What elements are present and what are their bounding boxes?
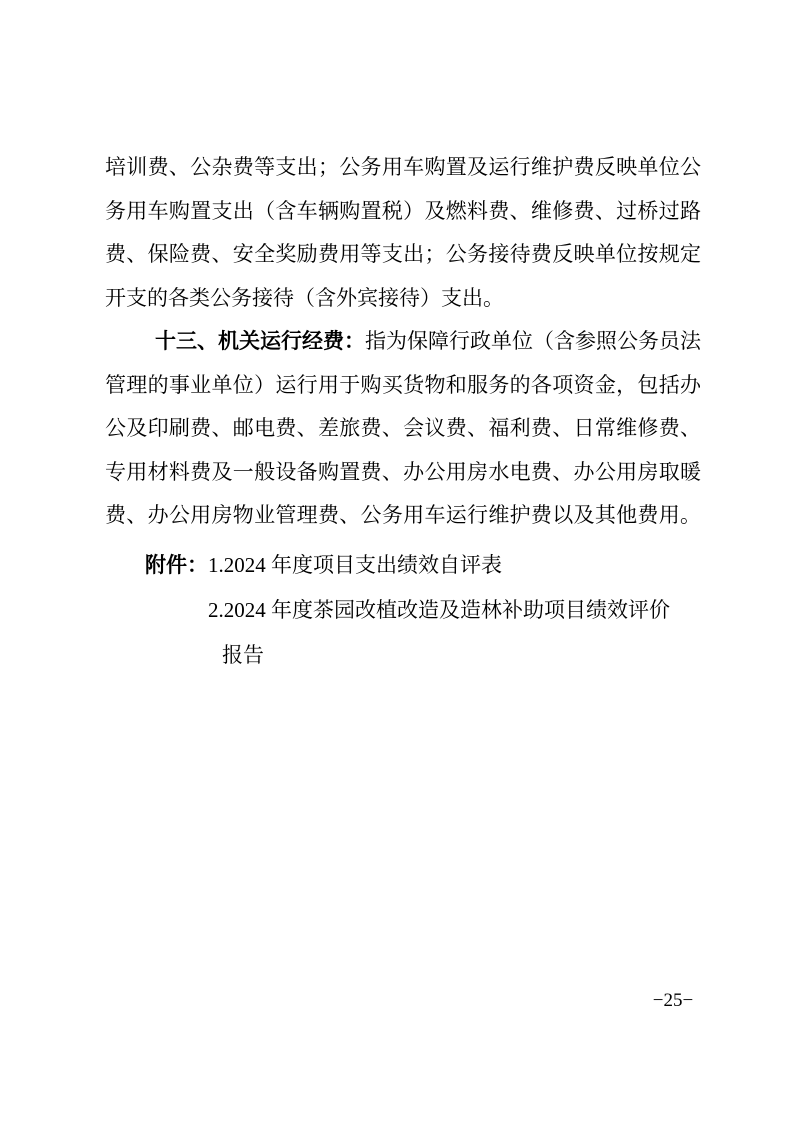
paragraph-lead-rest: 指为保障行政单位（含参照公务员法 [365,329,701,353]
text-line: 开支的各类公务接待（含外宾接待）支出。 [105,285,504,310]
page-number: −25− [652,990,694,1011]
text-line: 管理的事业单位）运行用于购买货物和服务的各项资金，包括办 [105,372,701,397]
text-line: 专用材料费及一般设备购置费、办公用房水电费、办公用房取暖 [105,459,701,484]
attachment-item-1-text: 1.2024 年度项目支出绩效自评表 [208,553,502,577]
body-text [105,146,701,538]
paragraph-agency-operating-funds [105,320,701,538]
paragraph-expense-explanation [105,146,701,320]
text-line: 公及印刷费、邮电费、差旅费、会议费、福利费、日常维修费、 [105,416,701,440]
attachment-item-2: 2.2024 年度茶园改植改造及造林补助项目绩效评价 [208,598,670,622]
attachment-item-1 [145,543,705,588]
text-line: 费、办公用房物业管理费、公务用车运行维护费以及其他费用。 [105,503,701,527]
text-line: 培训费、公杂费等支出；公务用车购置及运行维护费反映单位公 [105,155,701,179]
text-line: 费、保险费、安全奖励费用等支出；公务接待费反映单位按规定 [105,242,701,266]
text-line: 务用车购置支出（含车辆购置税）及燃料费、维修费、过桥过路 [105,198,701,223]
text-line [105,320,701,364]
paragraph-lead-term: 十三、机关运行经费： [155,329,365,353]
attachments-section [145,543,705,678]
attachment-item-2-continuation: 报告 [222,643,264,667]
attachments-label: 附件： [145,553,208,577]
